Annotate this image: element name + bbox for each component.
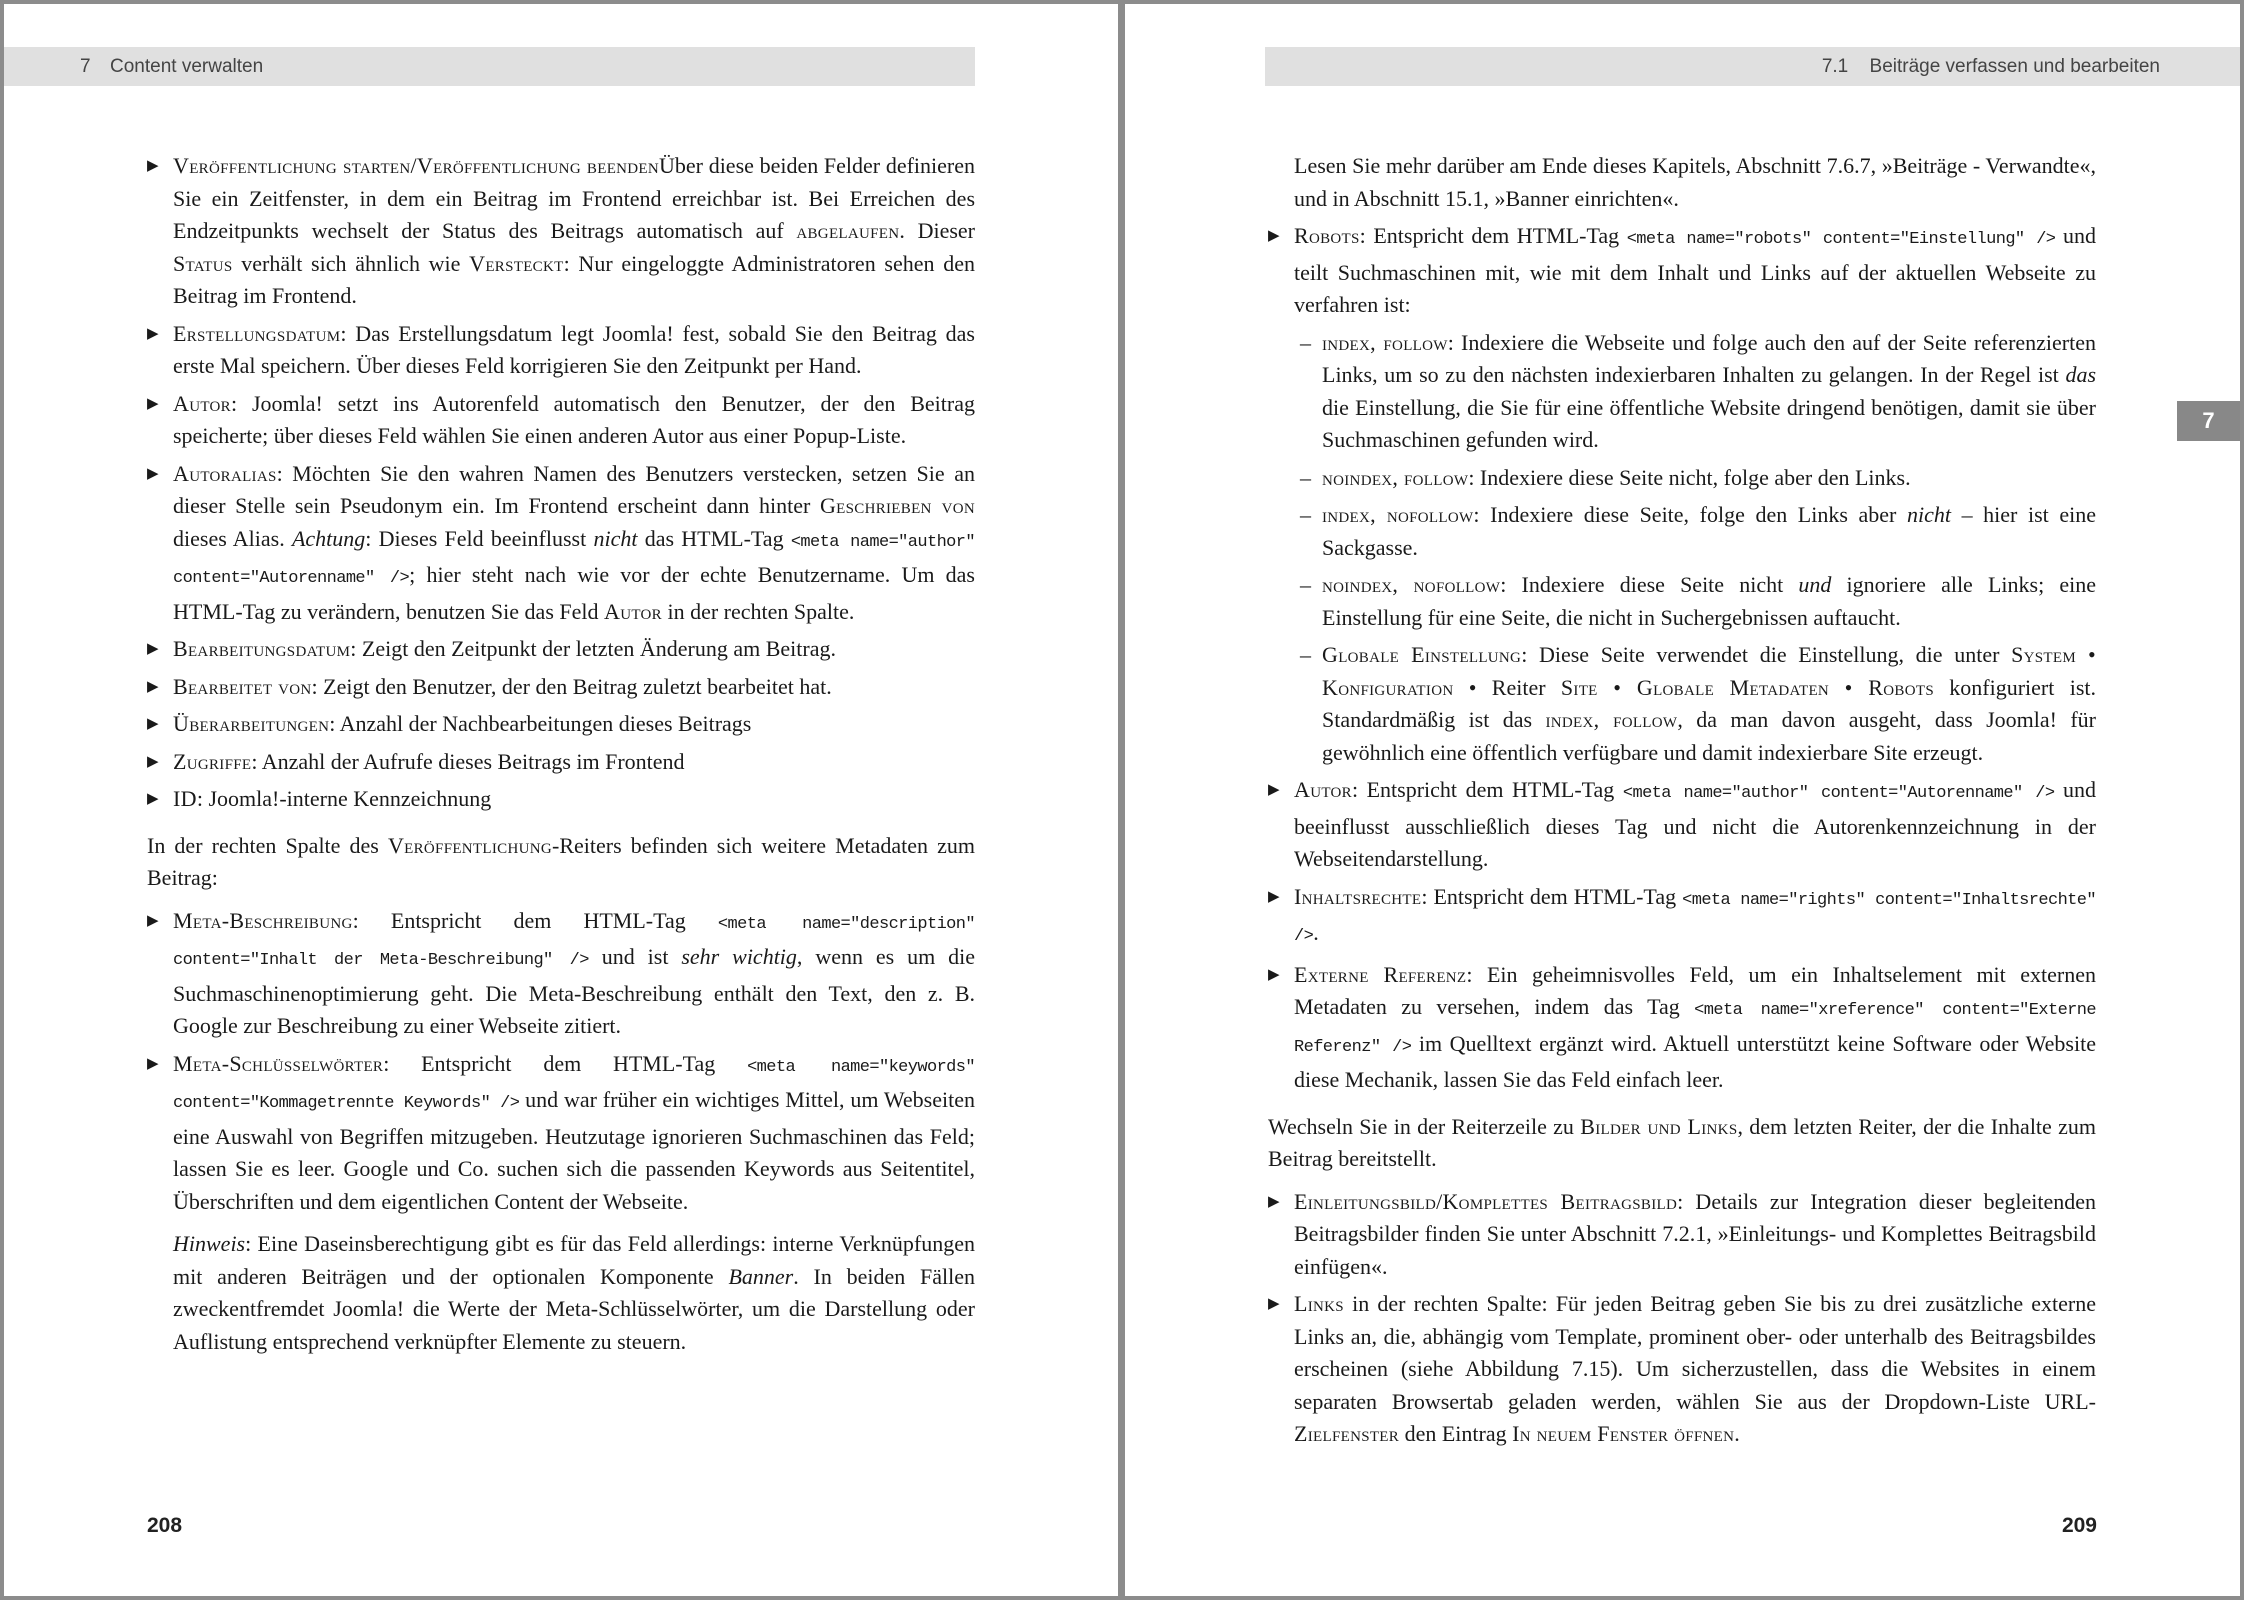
text: : Entspricht dem HTML-Tag [1351,777,1623,802]
text: ignoriere alle Links; eine Einstellung für eine Seite, die nicht in Suchergebnissen auftaucht. [1322,572,2096,630]
ui-term: Autoralias [173,460,277,486]
ui-term: Autor [1294,777,1352,802]
text: den Eintrag [1399,1421,1513,1446]
ui-term: Inhaltsrechte [1294,883,1422,909]
text: . Dieser [899,218,975,243]
bullet-triangle-icon: ▶ [147,912,159,929]
bullet-triangle-icon: ▶ [1268,228,1280,244]
text: verhält sich ähnlich wie [232,250,470,276]
ui-term: Versteckt [469,250,564,276]
section-number: 7.1 [1821,56,1849,77]
list-item [1268,1288,2096,1451]
list-item [1268,327,2096,457]
text: : Details zur Integration dieser begleitenden Beitragsbilder finden Sie unter Abschnitt 7.2.1, »Einleitungs- und Komplettes Beitragsbild einfügen«. [1294,1188,2097,1279]
ui-term: Bearbeitet von [173,673,312,699]
code-snippet: <meta name="author" content="Autorenname" /> [173,532,975,588]
list-item [1268,220,2096,322]
chapter-title: Content verwalten [110,56,264,77]
text: . [1313,920,1319,945]
text: : Entspricht dem HTML-Tag [1359,223,1627,248]
text: im Quelltext ergänzt wird. Aktuell unterstützt keine Software oder Website diese Mechanik, lassen Sie das Feld einfach leer. [1294,1030,2096,1092]
emphasis: Banner [728,1263,794,1289]
list-item [147,783,975,816]
ui-term: Autor [173,390,231,416]
text: In der rechten Spalte des [147,832,388,858]
ui-term: Einleitungsbild/Komplettes Beitragsbild [1294,1188,1678,1214]
text: . [1734,1421,1740,1446]
ui-term: Erstellungsdatum [173,320,341,346]
list-item [147,746,975,779]
text: konfiguriert ist. Standardmäßig ist das [1322,674,2096,732]
text: Wechseln Sie in der Reiterzeile zu [1268,1113,1581,1139]
text: : Indexiere diese Seite nicht [1500,572,1799,597]
list-item [147,458,975,629]
ui-term: System • Konfiguration [1322,642,2096,700]
bullet-triangle-icon: ▶ [147,1055,159,1072]
text: in der rechten Spalte. [661,598,855,624]
text: : Das Erstellungsdatum legt Joomla! fest, sobald Sie den Beitrag das erste Mal speichern. Über dieses Feld korrigieren Sie den Zeitpunkt per Hand. [173,320,975,378]
text: : Diese Seite verwendet die Einstellung, die unter [1521,642,2012,667]
text: , da man davon ausgeht, dass Joomla! für gewöhnlich eine öffentlich verfügbare und damit indexierbare Site erzeugt. [1322,707,2097,765]
emphasis: nicht [593,525,638,551]
dash-marker: – [1300,642,1311,667]
bullet-triangle-icon: ▶ [147,158,159,174]
chapter-number: 7 [80,56,91,77]
bullet-triangle-icon: ▶ [147,325,159,342]
text: : Entspricht dem HTML-Tag [383,1050,748,1076]
text: -Reiters befinden sich weitere Metadaten zum Beitrag: [147,832,975,890]
ui-term: noindex, nofollow [1322,572,1501,597]
bullet-triangle-icon: ▶ [1268,1296,1280,1312]
text: , dem letzten Reiter, der die Inhalte zum Beitrag bereitstellt. [1268,1113,2097,1171]
ui-term: Externe Referenz [1294,961,1467,987]
text: Über diese beiden Felder definieren Sie ein Zeitfenster, in dem ein Beitrag im Frontend erreichbar ist. Bei Erreichen des Endzeitpunkts wechselt der Status des Beitrags automatisch auf [173,153,975,243]
text: : Zeigt den Zeitpunkt der letzten Änderung am Beitrag. [350,636,836,661]
dash-marker: – [1300,572,1311,597]
text: und teilt Suchmaschinen mit, wie mit dem Inhalt und Links auf der aktuellen Webseite zu verfahren ist: [1294,223,2096,317]
chapter-thumb-tab: 7 [2177,401,2240,441]
list-item [147,1048,975,1219]
bullet-triangle-icon: ▶ [1268,966,1280,983]
list-item [147,905,975,1043]
text: : Möchten Sie den wahren Namen des Benutzers verstecken, setzen Sie an dieser Stelle sein Pseudonym ein. Im Frontend erscheint dann hinter [173,460,975,518]
ui-term: Autor [604,598,662,624]
emphasis: und [1798,572,1832,597]
list-item [1268,959,2096,1097]
text: , wenn es um die Suchmaschinenoptimierung geht. Die Meta-Beschreibung enthält den Text, den z. B. Google zur Beschreibung zu einer Webseite zitiert. [173,944,975,1038]
right-page-body [1268,150,2096,1456]
ui-term: index, nofollow [1322,502,1474,527]
text: ; hier steht nach wie vor der echte Benutzername. Um das HTML-Tag zu verändern, benutzen Sie das Feld [173,562,975,624]
emphasis: sehr wichtig [681,944,797,969]
list-item [1268,1186,2096,1284]
page-number-right: 209 [2061,1514,2097,1537]
ui-term: Meta-Schlüsselwörter [173,1050,384,1076]
dash-marker: – [1300,464,1311,490]
paragraph-continuation [147,1228,975,1358]
ui-term: Robots [1294,223,1360,248]
ui-term: In neuem Fenster öffnen [1512,1421,1735,1446]
text: • Reiter [1453,674,1561,700]
text: : Dieses Feld beeinflusst [365,525,594,551]
ui-term: Meta-Beschreibung [173,907,353,933]
bullet-triangle-icon: ▶ [147,678,159,695]
ui-term: Bilder und Links [1580,1113,1738,1139]
text: – hier ist eine Sackgasse. [1322,502,2096,560]
text: und ist [588,944,682,969]
text: und war früher ein wichtiges Mittel, um Webseiten eine Auswahl von Begriffen mitzugeben. Heutzutage ignorieren Suchmaschinen das Feld; lassen Sie es leer. Google und Co. suchen sich die passenden Keywords aus Seitentitel, Überschriften und dem eigentlichen Content der Webseite. [173,1087,975,1214]
text: : Anzahl der Nachbearbeitungen dieses Beitrags [329,711,752,736]
running-header-left [4,47,975,86]
bullet-triangle-icon: ▶ [147,465,159,482]
ui-term: Status [173,250,233,276]
paragraph-continuation [1268,150,2096,215]
list-item [147,633,975,666]
text: : Eine Daseinsberechtigung gibt es für das Feld allerdings: interne Verknüpfungen mit anderen Beiträgen und der optionalen Komponente [173,1231,975,1289]
ui-term: Überarbeitungen [173,711,330,736]
ui-term: Links [1294,1291,1344,1316]
code-snippet: <meta name="xreference" content="Externe Referenz" /> [1294,1001,2096,1057]
text: : Indexiere diese Seite nicht, folge aber den Links. [1468,464,1911,490]
text: : Entspricht dem HTML-Tag [352,907,718,933]
list-item [147,388,975,453]
ui-term: noindex, follow [1322,464,1469,490]
list-item [1268,881,2096,954]
text: in der rechten Spalte: Für jeden Beitrag geben Sie bis zu drei zusätzliche externe Links an, die, abhängig vom Template, prominent ober- oder unterhalb des Beitragsbildes erscheinen (siehe Abbildung 7.15). Um sicherzustellen, dass die Websites in einem separaten Browsertab geladen werden, wählen Sie aus der Dropdown-Liste URL- [1294,1291,2096,1414]
list-item [1268,569,2096,634]
ui-term: Zielfenster [1294,1421,1400,1446]
text: : Ein geheimnisvolles Feld, um ein Inhaltselement mit externen Metadaten zu versehen, indem das Tag [1294,961,2096,1019]
text: : Joomla! setzt ins Autorenfeld automatisch den Benutzer, der den Beitrag speicherte; über dieses Feld wählen Sie einen anderen Autor aus einer Popup-Liste. [173,390,975,448]
text: Lesen Sie mehr darüber am Ende dieses Kapitels, Abschnitt 7.6.7, »Beiträge - Verwandte«, und in Abschnitt 15.1, »Banner einrichten«. [1294,153,2096,211]
code-snippet: <meta name="keywords" content="Kommagetrennte Keywords" /> [173,1057,975,1113]
bullet-triangle-icon: ▶ [147,753,159,770]
text: : Anzahl der Aufrufe dieses Beitrags im Frontend [251,748,685,774]
paragraph [1268,1111,2096,1176]
list-item [147,671,975,704]
code-snippet: <meta name="description" content="Inhalt der Meta-Beschreibung" /> [173,914,975,970]
code-snippet: <meta name="author" content="Autorenname" /> [1622,784,2055,803]
code-snippet: <meta name="rights" content="Inhaltsrechte" /> [1294,890,2096,946]
text: das HTML-Tag [637,525,791,551]
bullet-triangle-icon: ▶ [147,716,159,732]
dash-marker: – [1300,329,1311,355]
ui-term: index, follow [1322,329,1448,355]
text: : Indexiere diese Seite, folge den Links aber [1473,502,1907,527]
text: : Entspricht dem HTML-Tag [1421,883,1683,909]
ui-term: ID [173,786,197,811]
section-title: Beiträge verfassen und bearbeiten [1869,56,2160,77]
code-snippet: <meta name="robots" content="Einstellung" /> [1626,230,2056,249]
text: : Zeigt den Benutzer, der den Beitrag zuletzt bearbeitet hat. [311,673,832,699]
bullet-triangle-icon: ▶ [147,395,159,412]
text: : Joomla!-interne Kennzeichnung [196,786,492,811]
page-number-left: 208 [147,1514,183,1537]
ui-term: abgelaufen [796,218,900,243]
bullet-triangle-icon: ▶ [1268,888,1280,905]
text: die Einstellung, die Sie für eine öffentliche Website dringend benötigen, damit sie über Suchmaschinen gefunden wird. [1322,394,2096,452]
text: : Indexiere die Webseite und folge auch den auf der Seite referenzierten Links, um so zu den nächsten indexierbaren Inhalten zu gelangen. In der Regel ist [1322,329,2096,387]
ui-term: Veröffentlichung starten/Veröffentlichung beenden [173,153,660,178]
paragraph [147,830,975,895]
text: dieses Alias. [173,525,292,551]
bullet-triangle-icon: ▶ [1268,1193,1280,1210]
book-gutter [1118,0,1125,1600]
list-item [147,318,975,383]
ui-term: Veröffentlichung [387,832,552,858]
emphasis: nicht [1906,502,1951,527]
emphasis: Hinweis [173,1231,246,1256]
text: : Nur eingeloggte Administratoren sehen den Beitrag im Frontend. [173,250,975,308]
bullet-triangle-icon: ▶ [147,641,159,657]
ui-term: Site • Globale Metadaten • Robots [1560,674,1934,700]
text: . In beiden Fällen zweckentfremdet Joomla! die Werte der Meta-Schlüsselwörter, um die Darstellung oder Auflistung entsprechend verknüpfter Elemente zu steuern. [173,1263,975,1354]
text: und beeinflusst ausschließlich dieses Tag und nicht die Autorenkennzeichnung in der Webseitendarstellung. [1294,777,2096,871]
list-item [147,708,975,741]
bullet-triangle-icon: ▶ [147,791,159,807]
list-item [1268,774,2096,876]
emphasis: Achtung [291,525,366,551]
ui-term: Zugriffe [173,748,252,774]
running-header-right [1265,47,2240,86]
list-item [1268,639,2096,769]
list-item [1268,499,2096,564]
list-item [147,150,975,313]
emphasis: das [2065,362,2096,387]
ui-term: Globale Einstellung [1322,642,1522,667]
ui-term: Geschrieben von [819,493,976,518]
left-page-body [147,150,975,1363]
dash-marker: – [1300,502,1311,527]
ui-term: index, follow [1545,707,1678,732]
ui-term: Bearbeitungsdatum [173,636,351,661]
list-item [1268,462,2096,495]
bullet-triangle-icon: ▶ [1268,782,1280,798]
